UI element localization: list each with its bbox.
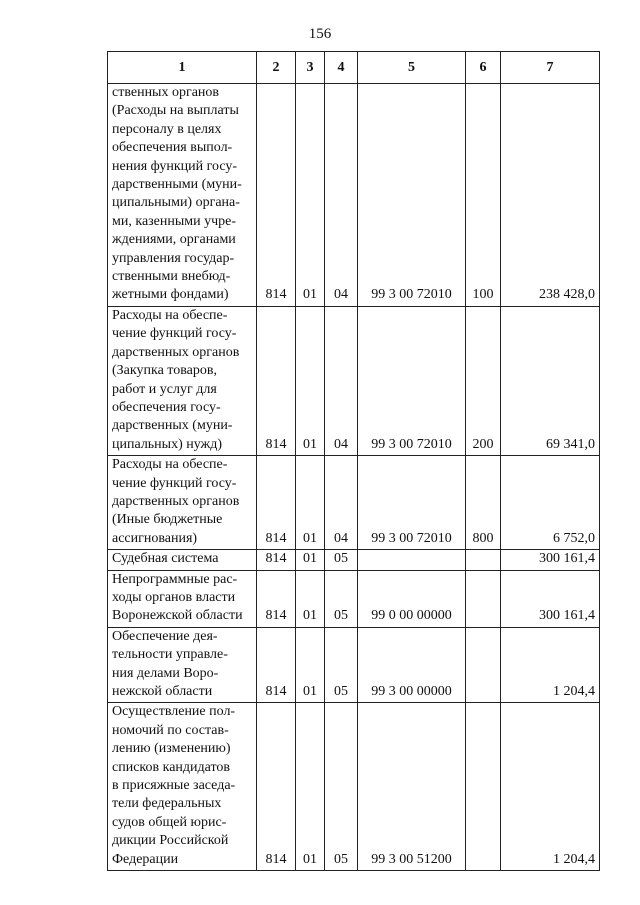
table-row: [108, 84, 600, 307]
expense-type-cell: 100: [466, 84, 501, 307]
target-cell: 99 3 00 72010: [358, 456, 466, 550]
expense-type-cell: [466, 627, 501, 703]
header-col-7: 7: [501, 52, 600, 84]
section-cell: 01: [296, 84, 325, 307]
subsection-cell: 04: [325, 306, 358, 455]
row-name: Обеспечение дея- тельности управле- ния делами Воро- нежской области: [112, 628, 228, 699]
target-cell: 99 0 00 00000: [358, 570, 466, 627]
target-cell: 99 3 00 72010: [358, 84, 466, 307]
amount-cell: 6 752,0: [501, 456, 600, 550]
subsection-cell: 05: [325, 550, 358, 570]
target-cell: 99 3 00 72010: [358, 306, 466, 455]
expense-type-cell: [466, 570, 501, 627]
code-cell: 814: [257, 703, 296, 871]
amount-cell: 238 428,0: [501, 84, 600, 307]
target-cell: [358, 550, 466, 570]
expense-type-cell: 200: [466, 306, 501, 455]
budget-table: [107, 51, 600, 871]
section-cell: 01: [296, 306, 325, 455]
row-name-cell: [108, 703, 257, 871]
code-cell: 814: [257, 84, 296, 307]
row-name: ственных органов (Расходы на выплаты персоналу в целях обеспечения выпол- нения функций госу- дарственными (муни- ципальными) органа- ми, казенными учре- ждениями, органами управления государ- ственными внебюд- жетными фондами): [112, 85, 242, 303]
expense-type-cell: [466, 703, 501, 871]
row-name: Расходы на обеспе- чение функций госу- дарственных органов (Иные бюджетные ассигнования): [112, 457, 240, 546]
row-name-cell: [108, 570, 257, 627]
table-row: [108, 456, 600, 550]
row-name-cell: [108, 306, 257, 455]
code-cell: 814: [257, 570, 296, 627]
header-row: [108, 52, 600, 84]
subsection-cell: 05: [325, 570, 358, 627]
subsection-cell: 05: [325, 627, 358, 703]
page-number: 156: [308, 26, 332, 42]
header-col-2: 2: [257, 52, 296, 84]
expense-type-cell: [466, 550, 501, 570]
row-name-cell: [108, 84, 257, 307]
amount-cell: 69 341,0: [501, 306, 600, 455]
code-cell: 814: [257, 456, 296, 550]
row-name-cell: [108, 456, 257, 550]
code-cell: 814: [257, 550, 296, 570]
table-row: [108, 703, 600, 871]
section-cell: 01: [296, 550, 325, 570]
row-name: Непрограммные рас- ходы органов власти Воронежской области: [112, 571, 243, 624]
section-cell: 01: [296, 703, 325, 871]
table-row: [108, 306, 600, 455]
section-cell: 01: [296, 570, 325, 627]
target-cell: 99 3 00 51200: [358, 703, 466, 871]
amount-cell: 300 161,4: [501, 550, 600, 570]
table-row: [108, 550, 600, 570]
subsection-cell: 04: [325, 456, 358, 550]
amount-cell: 1 204,4: [501, 703, 600, 871]
header-col-1: 1: [108, 52, 257, 84]
subsection-cell: 04: [325, 84, 358, 307]
row-name: Расходы на обеспе- чение функций госу- дарственных органов (Закупка товаров, работ и услуг для обеспечения госу- дарственных (муни- ципальных) нужд): [112, 307, 240, 452]
subsection-cell: 05: [325, 703, 358, 871]
section-cell: 01: [296, 456, 325, 550]
header-col-3: 3: [296, 52, 325, 84]
amount-cell: 300 161,4: [501, 570, 600, 627]
row-name: Судебная система: [112, 551, 219, 567]
header-col-5: 5: [358, 52, 466, 84]
code-cell: 814: [257, 627, 296, 703]
section-cell: 01: [296, 627, 325, 703]
table-row: [108, 570, 600, 627]
expense-type-cell: 800: [466, 456, 501, 550]
amount-cell: 1 204,4: [501, 627, 600, 703]
row-name-cell: [108, 550, 257, 570]
header-col-4: 4: [325, 52, 358, 84]
table-row: [108, 627, 600, 703]
header-col-6: 6: [466, 52, 501, 84]
row-name: Осуществление пол- номочий по состав- лению (изменению) списков кандидатов в присяжные заседа- тели федеральных судов общей юрис- дикции Российской Федерации: [112, 704, 236, 867]
code-cell: 814: [257, 306, 296, 455]
target-cell: 99 3 00 00000: [358, 627, 466, 703]
row-name-cell: [108, 627, 257, 703]
